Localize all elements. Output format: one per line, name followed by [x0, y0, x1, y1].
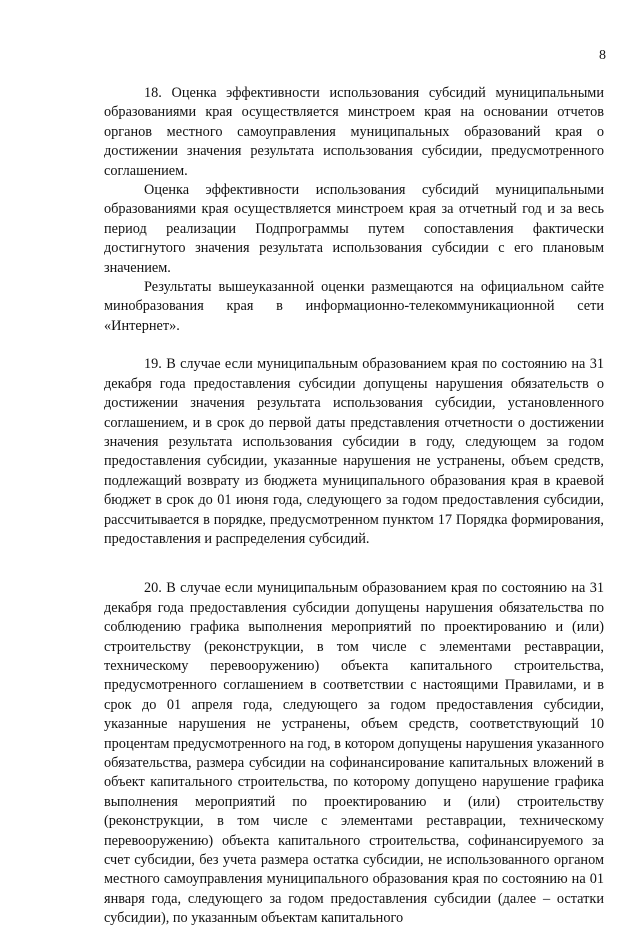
paragraph-18: 18. Оценка эффективности использования субсидий муниципальными образованиями края осуществляется минстроем края на основании отчетов органов местного самоуправления муниципальных образований края о достижении значения результата использования субсидии, предусмотренного соглашением. — [104, 85, 604, 179]
paragraph-18-results: Результаты вышеуказанной оценки размещаются на официальном сайте минобразования края в информационно-телекоммуникационной сети «Интернет». — [104, 279, 604, 334]
paragraph-gap — [104, 549, 604, 579]
paragraph-gap — [104, 336, 604, 355]
paragraph-19: 19. В случае если муниципальным образованием края по состоянию на 31 декабря года предоставления субсидии допущены нарушения обязательств о достижении значения результата использования субсидии, установленного соглашением, и в срок до первой даты представления отчетности о достижении значения результата использования субсидии в году, следующем за годом предоставления субсидии, указанные нарушения не устранены, объем средств, подлежащий возврату из бюджета муниципального образования края в краевой бюджет в срок до 01 июня года, следующего за годом предоставления субсидии, рассчитывается в порядке, предусмотренном пунктом 17 Порядка формирования, предоставления и распределения субсидий. — [104, 356, 604, 547]
paragraph-20: 20. В случае если муниципальным образованием края по состоянию на 31 декабря года предоставления субсидии допущены нарушения обязательства по соблюдению графика выполнения мероприятий по проектированию и (или) строительству (реконструкции, в том числе с элементами реставрации, техническому перевооружению) объекта капитального строительства, предусмотренного соглашением в соответствии с настоящими Правилами, и в срок до 01 апреля года, следующего за годом предоставления субсидии, указанные нарушения не устранены, объем средств, соответствующий 10 процентам предусмотренного на год, в котором допущены нарушения указанного обязательства, размера субсидии на софинансирование капитальных вложений в объект капитального строительства, по которому допущено нарушение графика выполнения мероприятий по проектированию и (или) строительству (реконструкции, в том числе с элементами реставрации, техническому перевооружению) объекта капитального строительства, софинансируемого за счет субсидии, без учета размера остатка субсидии, не использованного органом местного самоуправления муниципального образования края по состоянию на 01 января года, следующего за годом предоставления субсидии (далее – остатки субсидии), по указанным объектам капитального — [104, 580, 604, 927]
document-body — [104, 84, 604, 929]
paragraph-18-evaluation: Оценка эффективности использования субсидий муниципальными образованиями края осуществляется минстроем края за отчетный год и за весь период реализации Подпрограммы путем сопоставления фактически достигнутого значения результата использования субсидии с его плановым значением. — [104, 182, 604, 276]
page-number: 8 — [599, 48, 606, 63]
